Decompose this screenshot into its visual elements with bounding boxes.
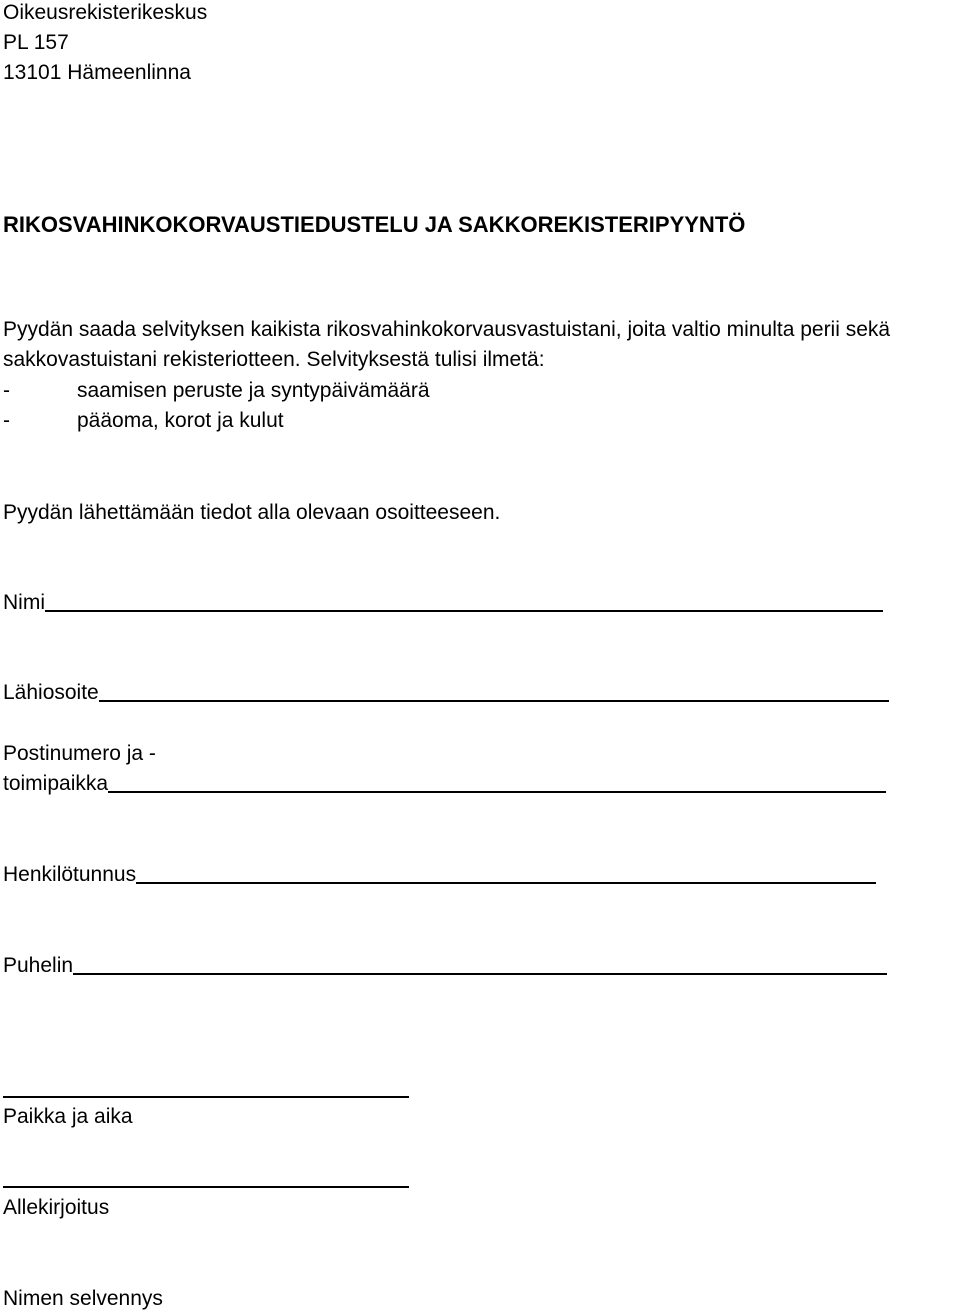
bullet-text: pääoma, korot ja kulut xyxy=(77,409,284,432)
postal-label-line-2: toimipaikka xyxy=(3,772,109,795)
paragraph-1-line-1: Pyydän saada selvityksen kaikista rikosvahinkokorvausvastuistani, joita valtio minulta perii sekä xyxy=(3,318,891,341)
postal-input-line[interactable] xyxy=(108,791,886,793)
ssn-label: Henkilötunnus xyxy=(3,863,137,886)
phone-input-line[interactable] xyxy=(73,973,887,975)
address-line-1: Oikeusrekisterikeskus xyxy=(3,1,208,24)
address-line-2: PL 157 xyxy=(3,31,69,54)
street-input-line[interactable] xyxy=(99,700,889,702)
postal-label-line-1: Postinumero ja - xyxy=(3,742,156,765)
bullet-item xyxy=(3,409,284,433)
postal-field[interactable] xyxy=(3,773,886,794)
bullet-dash: - xyxy=(3,379,10,402)
name-input-line[interactable] xyxy=(45,610,883,612)
street-label: Lähiosoite xyxy=(3,681,99,704)
phone-field[interactable] xyxy=(3,955,887,976)
place-date-line[interactable] xyxy=(3,1096,409,1098)
phone-label: Puhelin xyxy=(3,954,74,977)
paragraph-1-line-2: sakkovastuistani rekisteriotteen. Selvityksestä tulisi ilmetä: xyxy=(3,348,545,371)
ssn-field[interactable] xyxy=(3,864,876,885)
street-field[interactable] xyxy=(3,682,889,703)
bullet-dash: - xyxy=(3,409,10,432)
name-label: Nimi xyxy=(3,591,45,614)
bullet-item xyxy=(3,379,430,403)
ssn-input-line[interactable] xyxy=(136,882,876,884)
address-line-3: 13101 Hämeenlinna xyxy=(3,61,191,84)
place-date-label: Paikka ja aika xyxy=(3,1105,133,1128)
name-field[interactable] xyxy=(3,592,883,613)
bullet-text: saamisen peruste ja syntypäivämäärä xyxy=(77,379,430,402)
paragraph-2: Pyydän lähettämään tiedot alla olevaan osoitteeseen. xyxy=(3,501,501,524)
signature-line[interactable] xyxy=(3,1186,409,1188)
signature-label: Allekirjoitus xyxy=(3,1196,110,1219)
name-clarification-label: Nimen selvennys xyxy=(3,1287,163,1310)
document-title: RIKOSVAHINKOKORVAUSTIEDUSTELU JA SAKKOREKISTERIPYYNTÖ xyxy=(3,212,746,237)
